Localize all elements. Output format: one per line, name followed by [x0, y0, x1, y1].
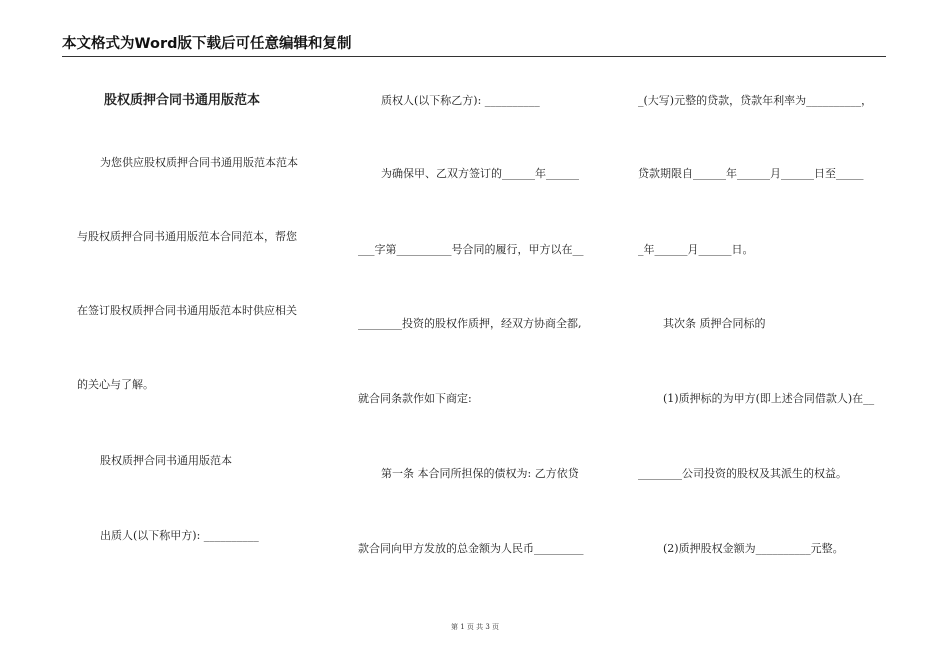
paragraph-line: 出质人(以下称甲方): __________ [100, 529, 259, 542]
paragraph-line: ________投资的股权作质押，经双方协商全都, [358, 317, 582, 330]
paragraph-line: 第一条 本合同所担保的债权为: 乙方依贷 [381, 467, 579, 480]
paragraph-line: 在签订股权质押合同书通用版范本时供应相关 [77, 304, 297, 317]
paragraph-line: 款合同向甲方发放的总金额为人民币_________ [358, 542, 584, 555]
paragraph-line: _(大写)元整的贷款，贷款年利率为__________， [638, 94, 873, 107]
paragraph-line: ___字第__________号合同的履行，甲方以在__ [358, 243, 584, 256]
paragraph-line: (2)质押股权金额为__________元整。 [663, 542, 844, 555]
paragraph-line: 为确保甲、乙双方签订的______年______ [381, 167, 579, 180]
paragraph-line: 其次条 质押合同标的 [663, 317, 766, 330]
paragraph-line: 质权人(以下称乙方): __________ [381, 94, 540, 107]
paragraph-line: ________公司投资的股权及其派生的权益。 [638, 467, 847, 480]
paragraph-line: 贷款期限自______年______月______日至_____ [638, 167, 864, 180]
document-header: 本文格式为Word版下载后可任意编辑和复制 [62, 34, 886, 57]
page-number: 第 1 页 共 3 页 [450, 623, 500, 631]
paragraph-line: 为您供应股权质押合同书通用版范本范本 [100, 156, 298, 169]
document-title: 股权质押合同书通用版范本 [104, 93, 261, 108]
paragraph-line: 的关心与了解。 [77, 378, 154, 391]
paragraph-line: _年______月______日。 [638, 243, 754, 256]
paragraph-line: (1)质押标的为甲方(即上述合同借款人)在__ [663, 392, 875, 405]
paragraph-line: 股权质押合同书通用版范本 [100, 454, 232, 467]
paragraph-line: 与股权质押合同书通用版范本合同范本，帮您 [77, 230, 297, 243]
paragraph-line: 就合同条款作如下商定: [358, 392, 472, 405]
